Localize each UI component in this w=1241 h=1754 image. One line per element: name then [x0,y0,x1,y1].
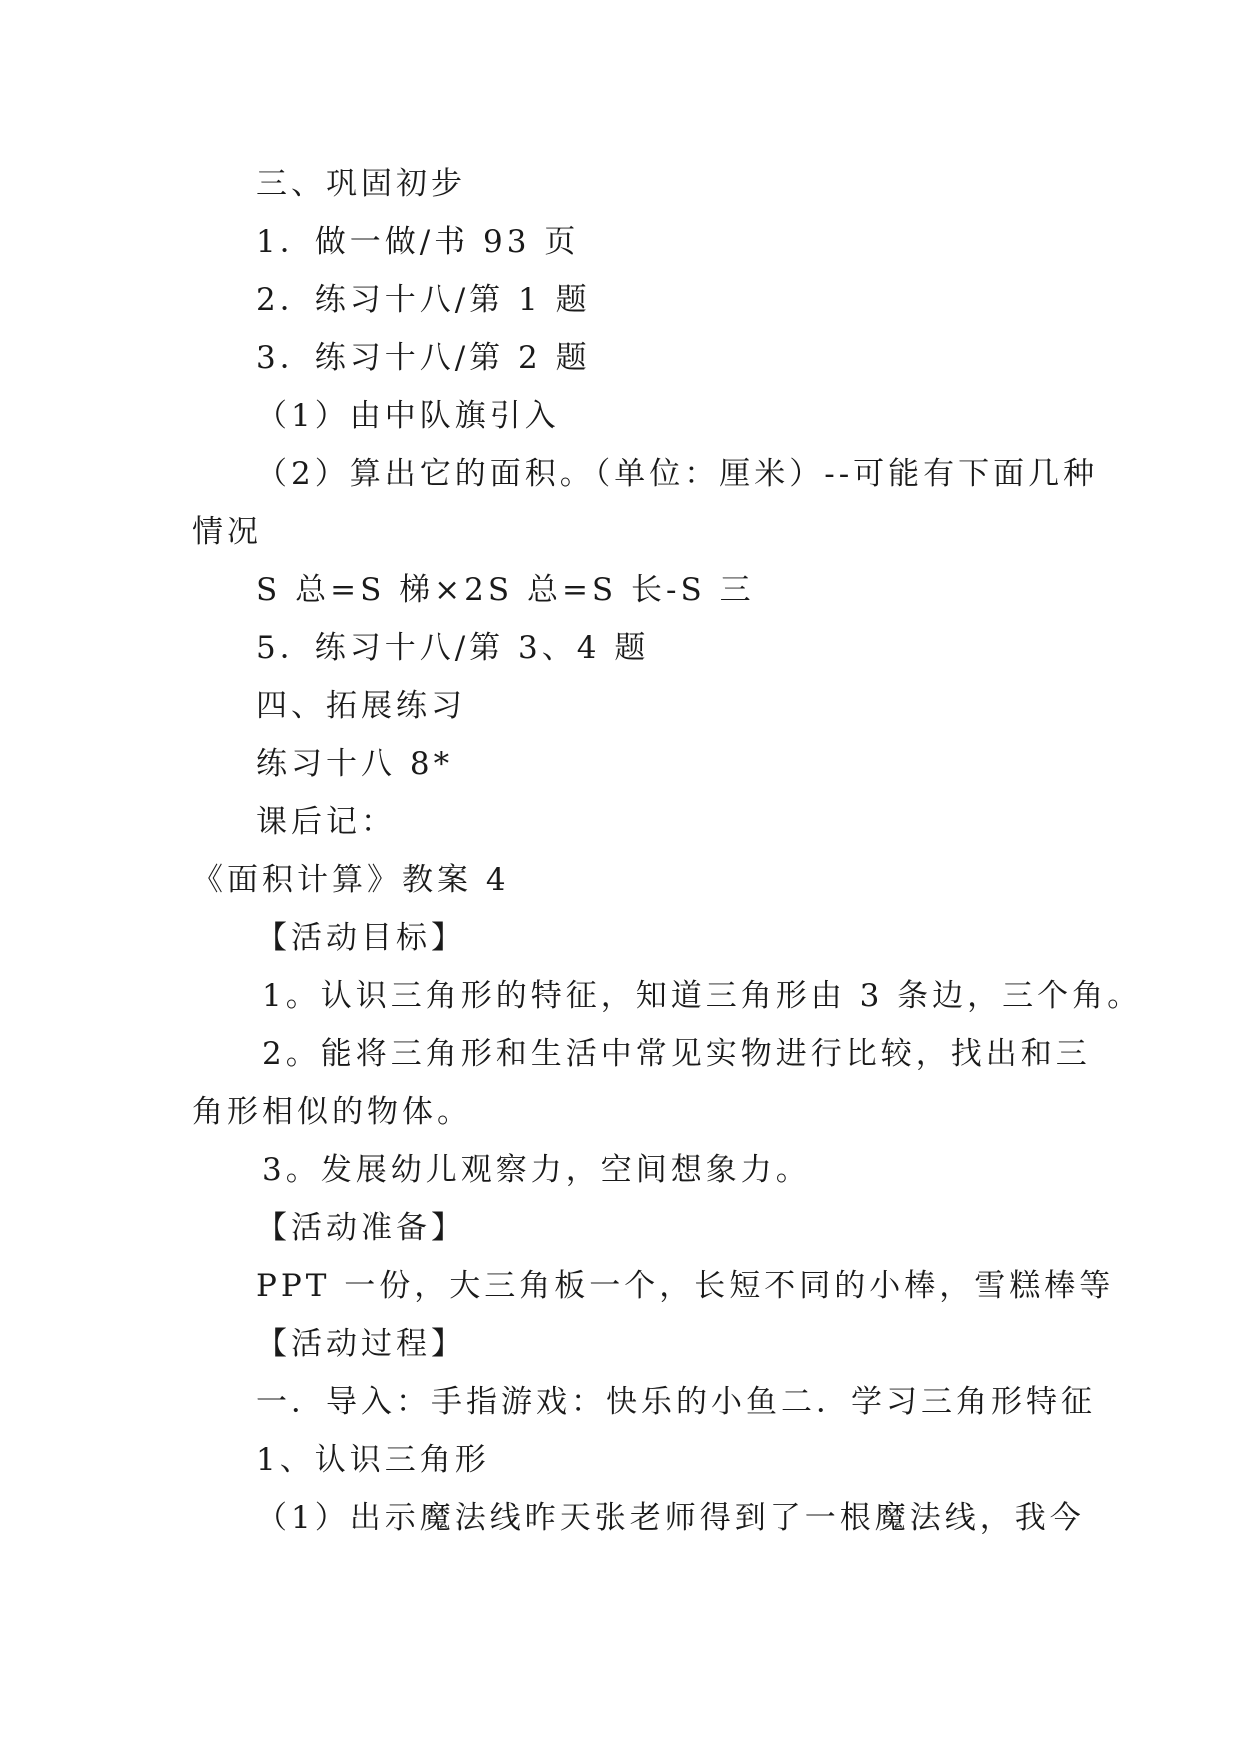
text-line: 1、认识三角形 [256,1442,490,1478]
text-line: （1）出示魔法线昨天张老师得到了一根魔法线，我今 [256,1500,1085,1536]
text-line: 课后记： [256,804,396,840]
text-line: 3。发展幼儿观察力，空间想象力。 [262,1152,811,1188]
text-line: 2。能将三角形和生活中常见实物进行比较，找出和三 [262,1036,1091,1072]
text-line: 3．练习十八/第 2 题 [256,340,591,376]
section-heading-goals: 【活动目标】 [256,920,466,956]
text-line: 1。认识三角形的特征，知道三角形由 3 条边，三个角。 [262,978,1143,1014]
text-line: 1．做一做/书 93 页 [256,224,580,260]
section-heading-preparation: 【活动准备】 [256,1210,466,1246]
section-heading-consolidate: 三、巩固初步 [256,166,466,202]
text-line: 2．练习十八/第 1 题 [256,282,591,318]
section-heading-process: 【活动过程】 [256,1326,466,1362]
text-line: 5．练习十八/第 3、4 题 [256,630,650,666]
text-line: 练习十八 8* [256,746,454,782]
text-line: 情况 [192,514,262,550]
text-line: （1）由中队旗引入 [256,398,560,434]
text-line: 角形相似的物体。 [192,1094,472,1130]
formula-line: S 总=S 梯×2S 总=S 长-S 三 [256,572,755,608]
lesson-title: 《面积计算》教案 4 [192,862,510,898]
text-line: （2）算出它的面积。（单位：厘米）--可能有下面几种 [256,456,1099,492]
text-line: 一．导入：手指游戏：快乐的小鱼二．学习三角形特征 [256,1384,1096,1420]
text-line: PPT 一份，大三角板一个，长短不同的小棒，雪糕棒等 [256,1268,1115,1304]
section-heading-extension: 四、拓展练习 [256,688,466,724]
